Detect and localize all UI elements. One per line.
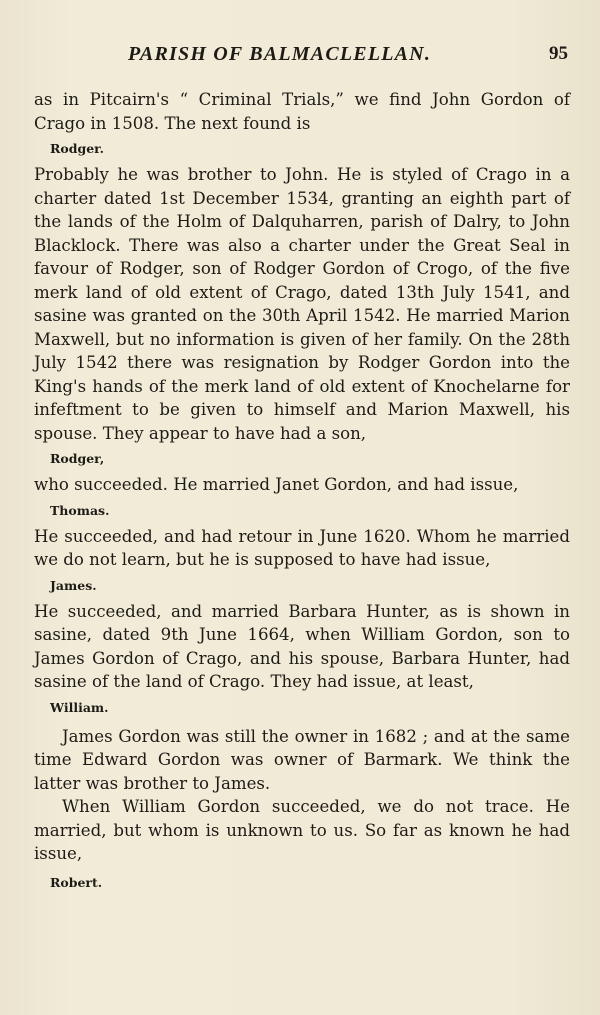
genealogy-name: Thomas. [50,502,110,518]
page-header [36,43,570,67]
running-title: PARISH OF BALMACLELLAN. [128,43,432,65]
paragraph: who succeeded. He married Janet Gordon, and had issue, [34,475,519,494]
paragraph: When William Gordon succeeded, we do not trace. He married, but whom is unknown to us. So far as known he had issue, [34,797,570,863]
page-number: 95 [549,43,568,64]
paragraph: He succeeded, and had retour in June 1620. Whom he married we do not learn, but he is supposed to have had issue, [34,526,570,569]
genealogy-name: Rodger. [50,141,104,156]
paragraph: James Gordon was still the owner in 1682 ; and at the same time Edward Gordon was owner of Barmark. We think the latter was brother to James. [34,726,570,793]
paragraph: He succeeded, and married Barbara Hunter, as is shown in sasine, dated 9th June 1664, when William Gordon, son to James Gordon of Crago, and his spouse, Barbara Hunter, had sasine of the land of Crago. They had issue, at least, [34,601,570,691]
genealogy-name: James. [50,577,97,593]
genealogy-name: Rodger, [50,451,105,466]
body-text [34,88,570,891]
genealogy-name: Robert. [50,874,103,890]
paragraph: Probably he was brother to John. He is styled of Crago in a charter dated 1st December 1534, granting an eighth part of the lands of the Holm of Dalquharren, parish of Dalry, to John Blacklock. There was also a charter under the Great Seal in favour of Rodger, son of Rodger Gordon of Crogo, of the five merk land of old extent of Crago, dated 13th July 1541, and sasine was granted on the 30th April 1542. He married Marion Maxwell, but no information is given of her family. On the 28th July 1542 there was resignation by Rodger Gordon into the King's hands of the merk land of old extent of Knochelarne for infeftment to be given to himself and Marion Maxwell, his spouse. They appear to have had a son, [34,165,570,443]
genealogy-name: William. [50,699,109,715]
paragraph: as in Pitcairn's “ Criminal Trials,” we find John Gordon of Crago in 1508. The next found is [34,90,570,133]
